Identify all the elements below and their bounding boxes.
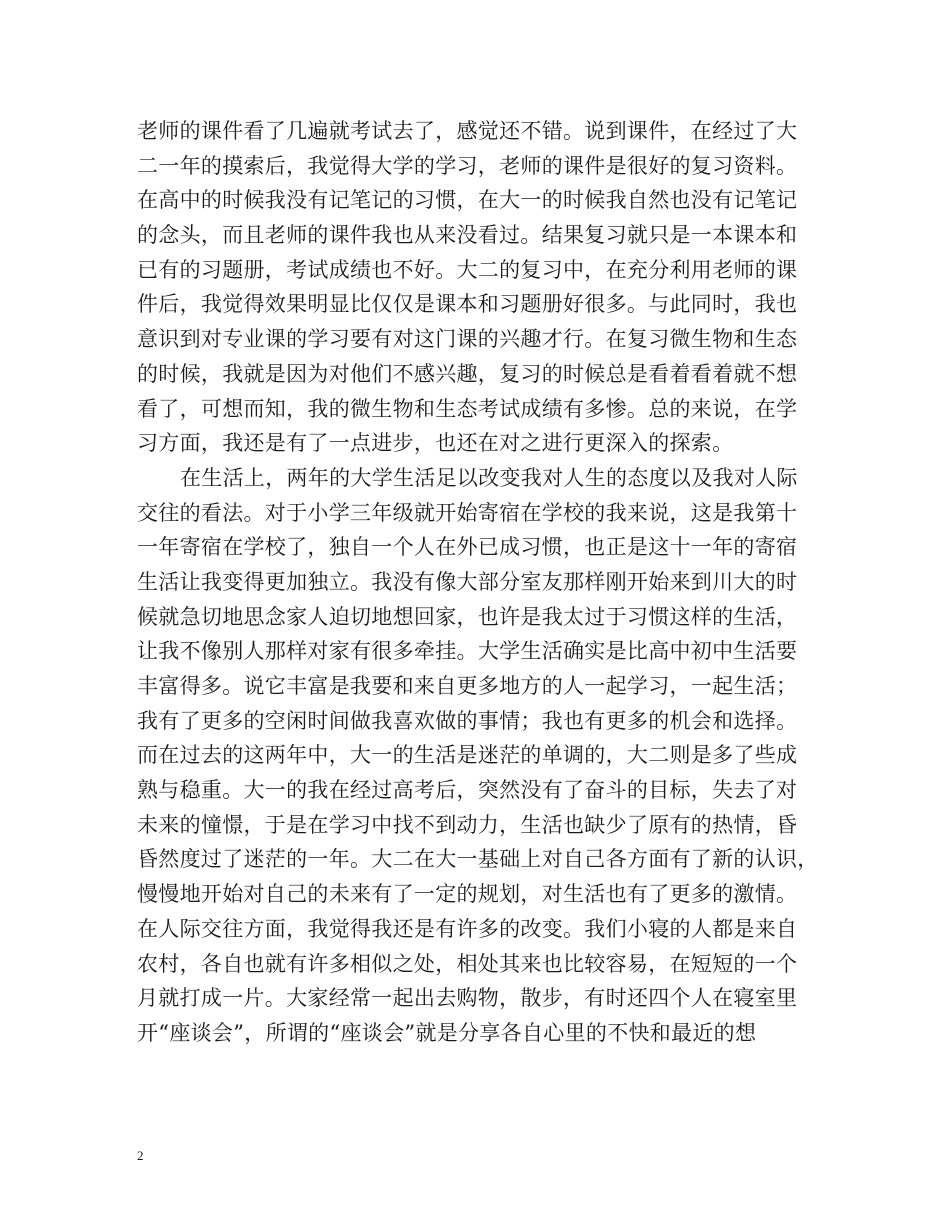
text-line: 未来的憧憬，于是在学习中找不到动力，生活也缺少了原有的热情，昏 bbox=[137, 812, 798, 837]
text-line: 我有了更多的空闲时间做我喜欢做的事情；我也有更多的机会和选择。 bbox=[137, 708, 798, 733]
text-line: 生活让我变得更加独立。我没有像大部分室友那样刚开始来到川大的时 bbox=[137, 569, 798, 594]
text-line: 在生活上，两年的大学生活足以改变我对人生的态度以及我对人际 bbox=[180, 465, 798, 490]
text-line: 让我不像别人那样对家有很多牵挂。大学生活确实是比高中初中生活要 bbox=[137, 639, 798, 664]
text-line: 候就急切地思念家人迫切地想回家，也许是我太过于习惯这样的生活， bbox=[137, 604, 798, 629]
text-line: 月就打成一片。大家经常一起出去购物，散步，有时还四个人在寝室里 bbox=[137, 986, 798, 1011]
text-line: 而在过去的这两年中，大一的生活是迷茫的单调的，大二则是多了些成 bbox=[137, 743, 798, 768]
text-line: 的念头，而且老师的课件我也从来没看过。结果复习就只是一本课本和 bbox=[137, 223, 798, 248]
text-line: 农村，各自也就有许多相似之处，相处其来也比较容易，在短短的一个 bbox=[137, 951, 798, 976]
text-line: 已有的习题册，考试成绩也不好。大二的复习中，在充分利用老师的课 bbox=[137, 257, 798, 282]
text-line: 开“座谈会”，所谓的“座谈会”就是分享各自心里的不快和最近的想 bbox=[137, 1020, 757, 1045]
text-line: 丰富得多。说它丰富是我要和来自更多地方的人一起学习，一起生活； bbox=[137, 674, 798, 698]
text-line: 看了，可想而知，我的微生物和生态考试成绩有多惨。总的来说，在学 bbox=[137, 396, 798, 421]
text-line: 熟与稳重。大一的我在经过高考后，突然没有了奋斗的目标，失去了对 bbox=[137, 778, 798, 803]
text-line: 二一年的摸索后，我觉得大学的学习，老师的课件是很好的复习资料。 bbox=[137, 153, 798, 178]
text-line: 老师的课件看了几遍就考试去了，感觉还不错。说到课件，在经过了大 bbox=[137, 119, 798, 143]
text-line: 在人际交往方面，我觉得我还是有许多的改变。我们小寝的人都是来自 bbox=[137, 916, 798, 941]
text-line: 件后，我觉得效果明显比仅仅是课本和习题册好很多。与此同时，我也 bbox=[137, 292, 798, 317]
text-line: 的时候，我就是因为对他们不感兴趣，复习的时候总是看着看着就不想 bbox=[137, 361, 798, 386]
text-line: 昏然度过了迷茫的一年。大二在大一基础上对自己各方面有了新的认识， bbox=[137, 847, 819, 872]
text-line: 在高中的时候我没有记笔记的习惯，在大一的时候我自然也没有记笔记 bbox=[137, 188, 798, 213]
text-line: 意识到对专业课的学习要有对这门课的兴趣才行。在复习微生物和生态 bbox=[137, 327, 798, 352]
page-number: 2 bbox=[137, 1148, 144, 1163]
text-line: 习方面，我还是有了一点进步，也还在对之进行更深入的探索。 bbox=[137, 431, 734, 456]
text-line: 慢慢地开始对自己的未来有了一定的规划，对生活也有了更多的激情。 bbox=[137, 882, 798, 907]
text-line: 一年寄宿在学校了，独自一个人在外已成习惯，也正是这十一年的寄宿 bbox=[137, 535, 798, 560]
body-text bbox=[137, 114, 827, 1051]
text-line: 交往的看法。对于小学三年级就开始寄宿在学校的我来说，这是我第十 bbox=[137, 500, 798, 525]
